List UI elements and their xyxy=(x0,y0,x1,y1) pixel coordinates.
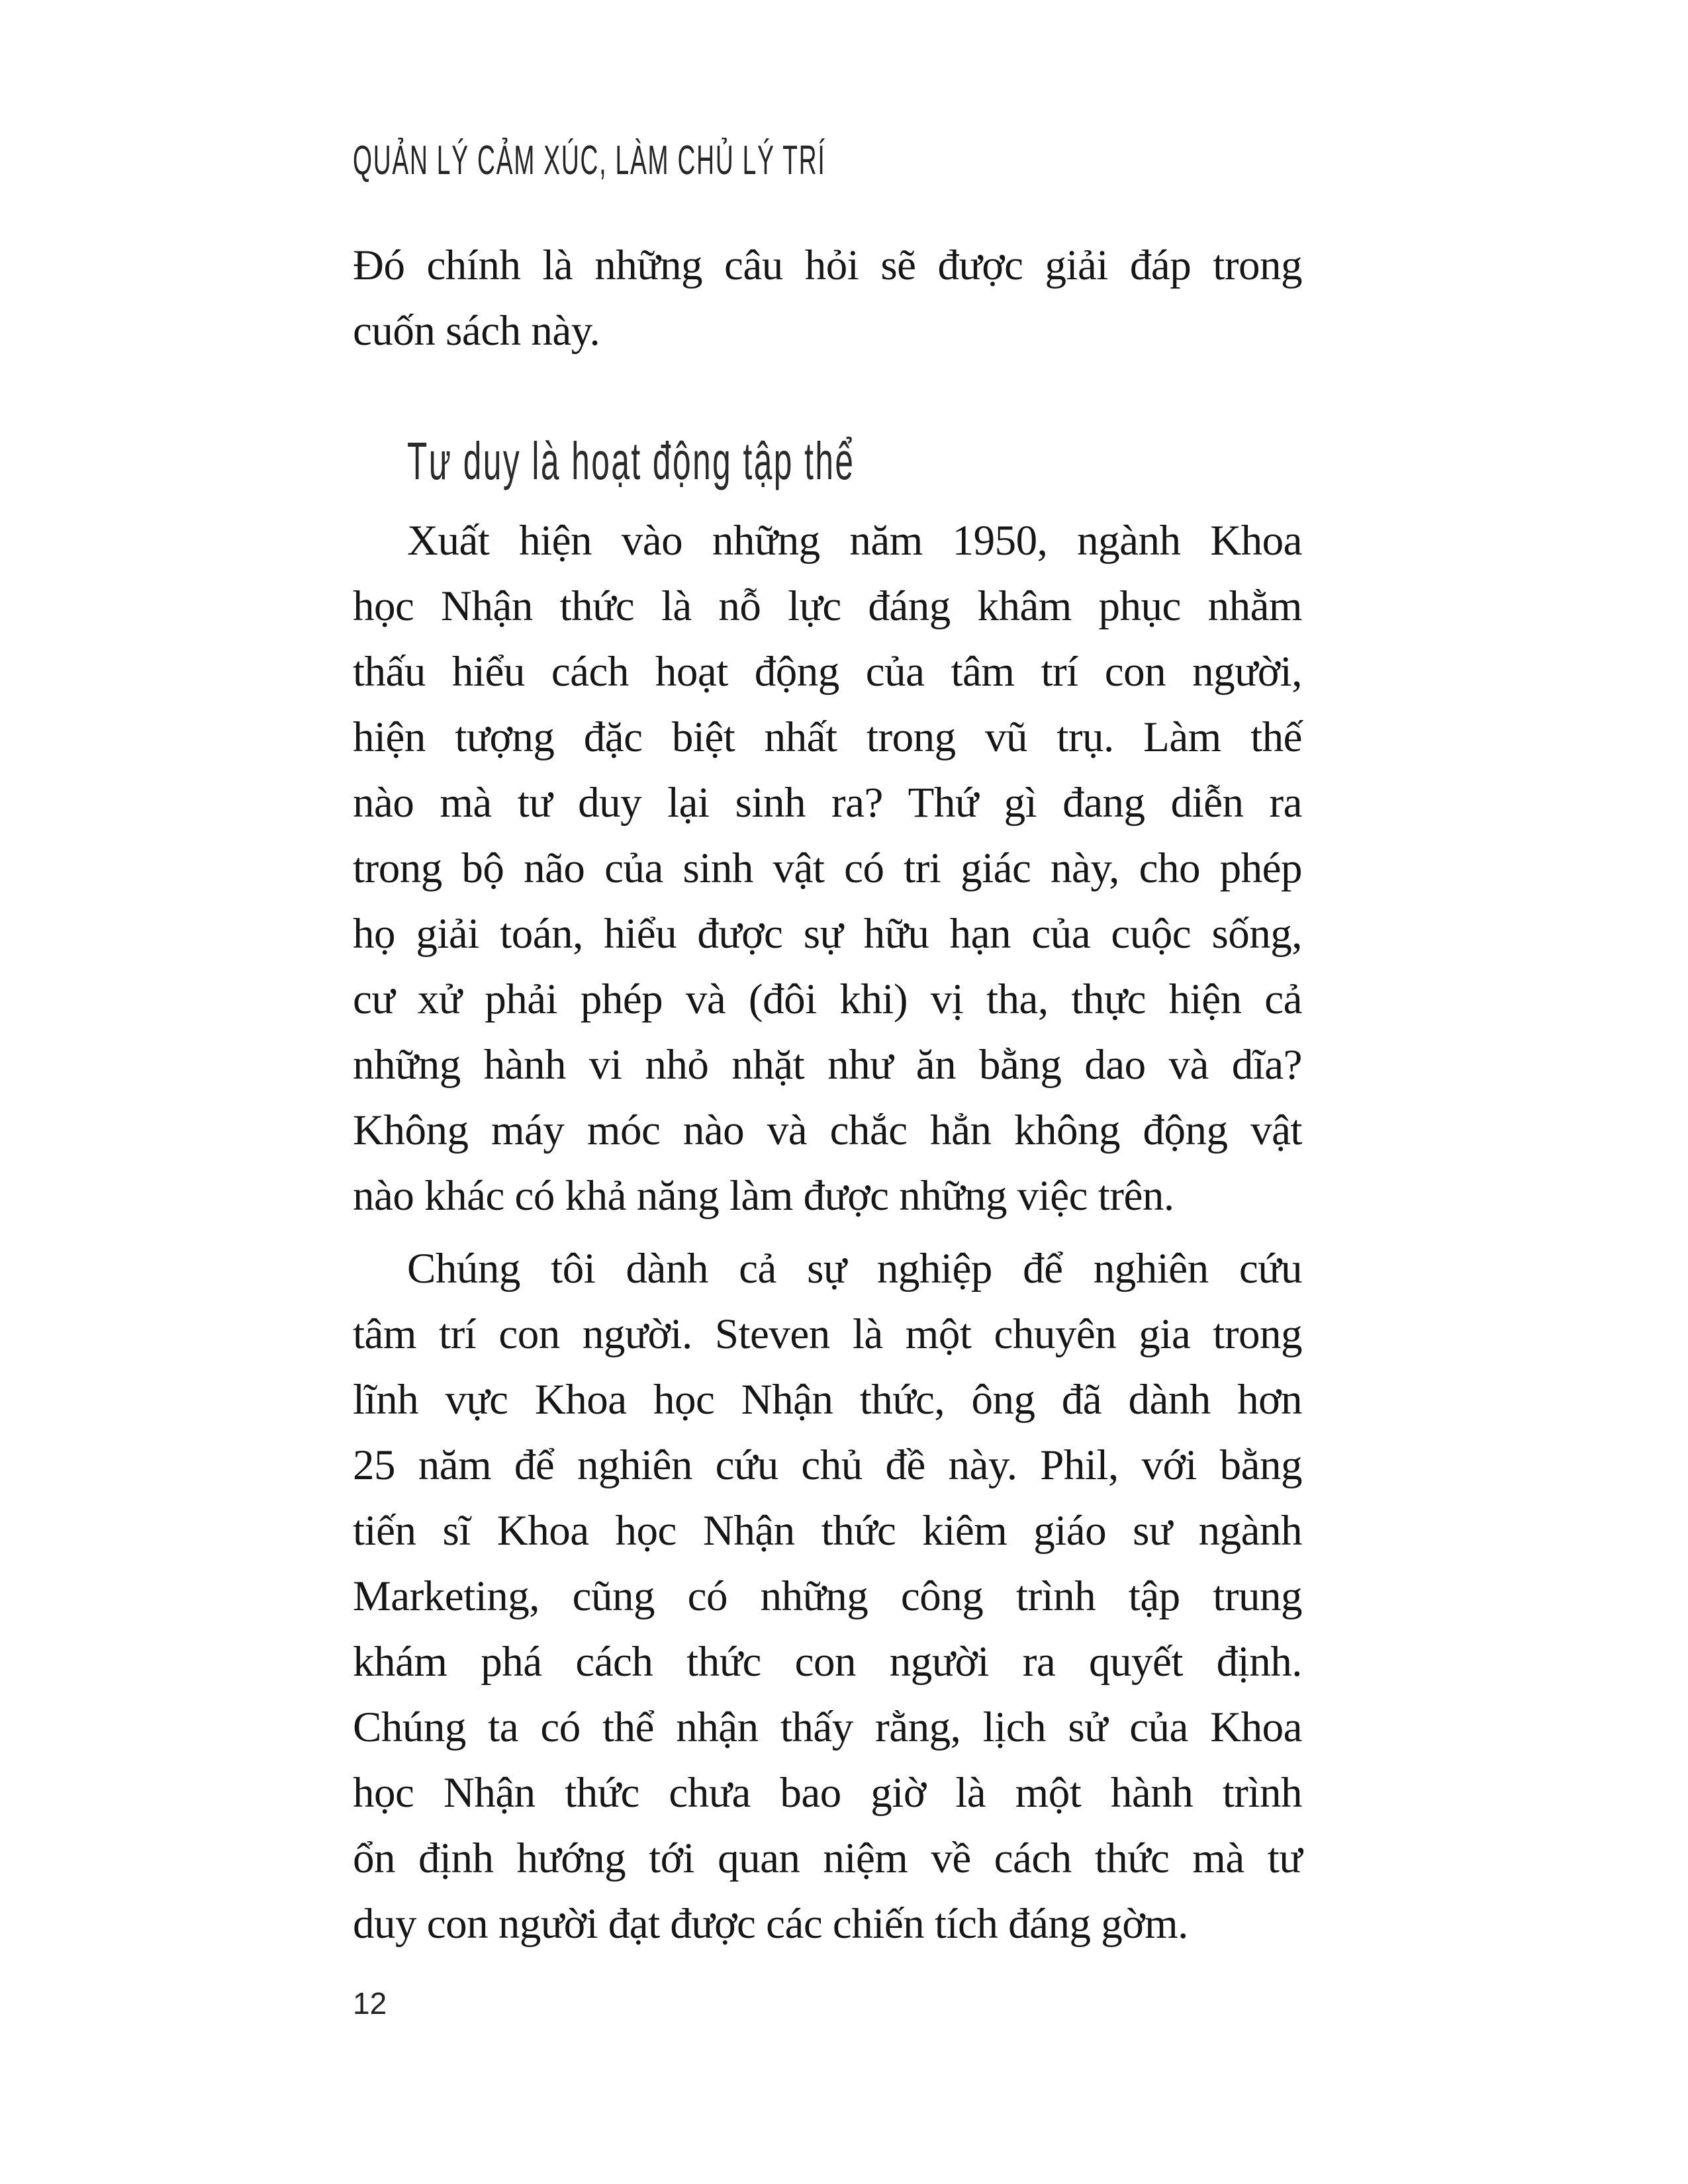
text-line: Đó chính là những câu hỏi sẽ được giải đáp trong xyxy=(353,242,1302,289)
paragraph-intro xyxy=(353,233,1302,364)
text-line: Chúng tôi dành cả sự nghiệp để nghiên cứu xyxy=(407,1245,1302,1293)
text-line: cư xử phải phép và (đôi khi) vị tha, thực hiện cả xyxy=(353,976,1302,1023)
text-line: cuốn sách này. xyxy=(353,307,600,355)
text-line: thấu hiểu cách hoạt động của tâm trí con người, xyxy=(353,648,1302,696)
text-line: nào mà tư duy lại sinh ra? Thứ gì đang diễn ra xyxy=(353,779,1302,827)
section-heading-text: Tư duy là hoạt động tập thể xyxy=(407,432,855,490)
text-line: 25 năm để nghiên cứu chủ đề này. Phil, với bằng xyxy=(353,1441,1302,1489)
text-line: duy con người đạt được các chiến tích đáng gờm. xyxy=(353,1900,1188,1948)
text-line: nào khác có khả năng làm được những việc trên. xyxy=(353,1172,1174,1220)
text-line: hiện tượng đặc biệt nhất trong vũ trụ. Làm thế xyxy=(353,713,1302,761)
paragraph-cognitive-science xyxy=(353,508,1302,1229)
text-line: lĩnh vực Khoa học Nhận thức, ông đã dành hơn xyxy=(353,1376,1302,1424)
running-header xyxy=(353,138,1302,184)
text-line: tâm trí con người. Steven là một chuyên gia trong xyxy=(353,1310,1302,1358)
section-heading xyxy=(353,432,1356,491)
text-line: những hành vi nhỏ nhặt như ăn bằng dao và dĩa? xyxy=(353,1041,1302,1089)
text-line: Chúng ta có thể nhận thấy rằng, lịch sử của Khoa xyxy=(353,1704,1302,1751)
text-line: họ giải toán, hiểu được sự hữu hạn của cuộc sống, xyxy=(353,910,1302,958)
text-line: khám phá cách thức con người ra quyết định. xyxy=(353,1638,1302,1686)
text-line: Không máy móc nào và chắc hẳn không động vật xyxy=(353,1107,1302,1154)
text-line: ổn định hướng tới quan niệm về cách thức mà tư xyxy=(353,1835,1302,1882)
text-line: tiến sĩ Khoa học Nhận thức kiêm giáo sư ngành xyxy=(353,1507,1302,1555)
text-line: trong bộ não của sinh vật có tri giác này, cho phép xyxy=(353,844,1302,892)
text-line: học Nhận thức là nỗ lực đáng khâm phục nhằm xyxy=(353,582,1302,630)
text-line: Xuất hiện vào những năm 1950, ngành Khoa xyxy=(407,517,1302,565)
page-number: 12 xyxy=(353,1986,387,2021)
running-header-text: QUẢN LÝ CẢM XÚC, LÀM CHỦ LÝ TRÍ xyxy=(353,138,826,183)
text-line: Marketing, cũng có những công trình tập trung xyxy=(353,1572,1302,1620)
paragraph-authors xyxy=(353,1236,1302,1957)
text-line: học Nhận thức chưa bao giờ là một hành trình xyxy=(353,1769,1302,1817)
